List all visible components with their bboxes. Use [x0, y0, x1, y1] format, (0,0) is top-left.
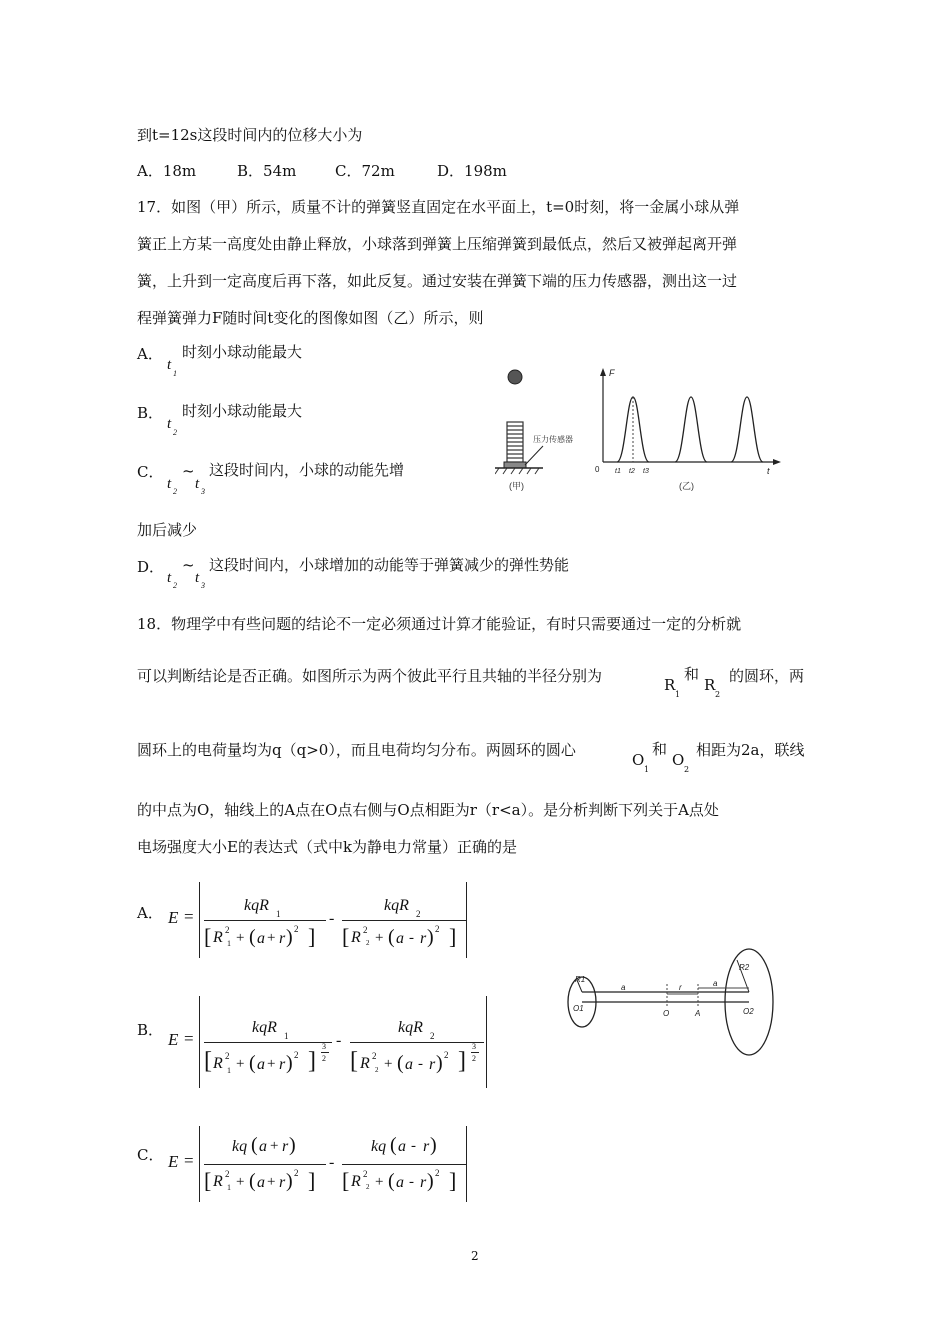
tick-t3: t3: [643, 468, 649, 475]
q16-option-b: B．54m: [237, 162, 297, 180]
q17-option-c-text: 这段时间内，小球的动能先增: [209, 461, 405, 479]
metal-ball: [508, 370, 522, 384]
q17-option-b-label: B．: [137, 404, 164, 422]
q18-line-3a: 圆环上的电荷量均为q（q>0），而且电荷均匀分布。两圆环的圆心: [137, 741, 576, 759]
page-number: 2: [471, 1249, 479, 1263]
q17-option-d-text: 这段时间内，小球增加的动能等于弹簧减少的弹性势能: [209, 556, 570, 574]
q18-r2: R: [704, 676, 716, 694]
svg-text:a: a: [713, 979, 718, 988]
pulse-2: [675, 397, 707, 462]
q16-option-a: A．18m: [137, 162, 197, 180]
q17-option-d-tilde: ~: [182, 556, 195, 574]
svg-text:O: O: [663, 1009, 670, 1018]
q17-option-b-t: t: [167, 416, 172, 432]
sensor-label: 压力传感器: [533, 435, 573, 444]
q18-formula-a: E = kqR 1 [ R 2 1 + ( a + r ) 2 ] - kqR 2 [ R 2 2 + ( a - r ) 2 ]: [168, 880, 478, 960]
pressure-sensor: [504, 462, 526, 468]
q17-option-c-cont: 加后减少: [137, 521, 198, 539]
q17-option-a-sub: 1: [173, 369, 177, 378]
caption-jia: (甲): [509, 481, 524, 491]
t-axis-label: t: [767, 466, 770, 476]
q17-option-d-sub3: 3: [201, 581, 205, 590]
q17-option-c-t3: t: [195, 476, 200, 492]
q18-option-a-label: A．: [137, 904, 163, 922]
svg-text:R1: R1: [575, 975, 586, 984]
q17-option-a-t: t: [167, 357, 172, 373]
q18-formula-b: E = kqR 1 [ R 2 1 + ( a + r ) 2 ] 3 2 - kqR 2 [ R 2 2 + ( a - r ) 2 ] 3 2: [168, 994, 498, 1090]
tick-t2: t2: [629, 468, 635, 475]
equals: =: [184, 907, 194, 926]
q17-figure: [495, 362, 790, 498]
svg-text:A: A: [695, 1009, 701, 1018]
q18-line-5: 电场强度大小E的表达式（式中k为静电力常量）正确的是: [137, 838, 518, 856]
q17-option-d-label: D．: [137, 558, 165, 576]
q17-option-d-t3: t: [195, 570, 200, 586]
q16-tail: 到t=12s这段时间内的位移大小为: [137, 126, 363, 144]
q18-o2-sub: 2: [684, 765, 690, 774]
q18-line-4: 的中点为O，轴线上的A点在O点右侧与O点相距为r（r<a）。是分析判断下列关于A点处: [137, 801, 719, 819]
f-axis-label: F: [609, 368, 615, 378]
q18-and-2: 和: [652, 740, 668, 758]
q17-option-c-label: C．: [137, 463, 164, 481]
rings-figure: [555, 948, 780, 1058]
q18-option-c-label: C．: [137, 1146, 164, 1164]
q18-line-1: 18．物理学中有些问题的结论不一定必须通过计算才能验证，有时只需要通过一定的分析就: [137, 615, 742, 633]
svg-text:O1: O1: [573, 1004, 584, 1013]
q18-r2-sub: 2: [715, 690, 721, 699]
q16-option-c: C．72m: [335, 162, 395, 180]
q17-option-c-sub2: 2: [173, 487, 177, 496]
q18-line-2b: 的圆环，两: [729, 667, 805, 685]
q17-option-a-label: A．: [137, 345, 163, 363]
q17-line-2: 簧正上方某一高度处由静止释放，小球落到弹簧上压缩弹簧到最低点，然后又被弹起离开弹: [137, 235, 738, 253]
svg-text:R2: R2: [739, 963, 750, 972]
spring: [507, 422, 523, 462]
svg-text:r: r: [679, 983, 682, 992]
q18-and-1: 和: [684, 665, 700, 683]
q18-o2: O: [672, 751, 685, 769]
q17-option-d-t2: t: [167, 570, 172, 586]
e-symbol: E: [168, 908, 179, 927]
q18-o1-sub: 1: [644, 765, 650, 774]
tick-t1: t1: [615, 468, 621, 475]
q17-line-3: 簧，上升到一定高度后再下落，如此反复。通过安装在弹簧下端的压力传感器，测出这一过: [137, 272, 738, 290]
q17-option-d-sub2: 2: [173, 581, 177, 590]
q17-option-c-sub3: 3: [201, 487, 205, 496]
caption-yi: (乙): [679, 481, 694, 491]
pulse-3: [731, 397, 763, 462]
q17-line-1: 17．如图（甲）所示，质量不计的弹簧竖直固定在水平面上，t=0时刻，将一金属小球从弹: [137, 198, 740, 216]
svg-text:a: a: [621, 983, 626, 992]
sensor-pointer: [525, 446, 543, 465]
q17-option-c-tilde: ~: [182, 462, 195, 480]
q17-line-4: 程弹簧弹力F随时间t变化的图像如图（乙）所示，则: [137, 309, 484, 327]
svg-text:O2: O2: [743, 1007, 754, 1016]
q18-formula-c: E = kq ( a + r ) [ R 2 1 + ( a + r ) 2 ] - kq ( a - r ) [ R 2 2 + ( a - r ) 2 ]: [168, 1124, 478, 1204]
q18-line-2a: 可以判断结论是否正确。如图所示为两个彼此平行且共轴的半径分别为: [137, 667, 603, 685]
q17-option-c-t2: t: [167, 476, 172, 492]
q18-r1: R: [664, 676, 676, 694]
q17-option-b-sub: 2: [173, 428, 177, 437]
q16-option-d: D．198m: [437, 162, 507, 180]
q18-r1-sub: 1: [675, 690, 681, 699]
q17-option-b-text: 时刻小球动能最大: [182, 402, 303, 420]
q17-option-a-text: 时刻小球动能最大: [182, 343, 303, 361]
origin-label: 0: [595, 465, 600, 474]
q18-o1: O: [632, 751, 645, 769]
q18-option-b-label: B．: [137, 1021, 164, 1039]
q18-line-3b: 相距为2a，联线: [696, 741, 805, 759]
